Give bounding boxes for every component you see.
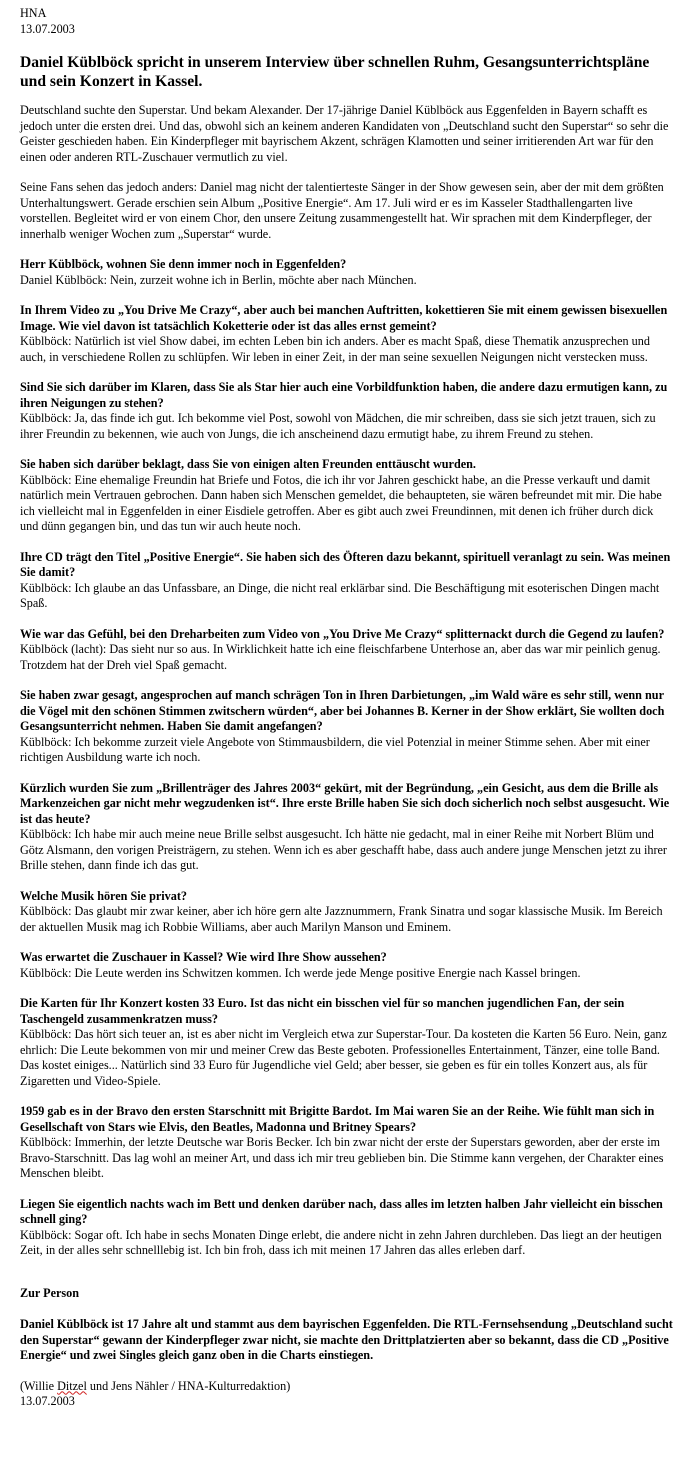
question: 1959 gab es in der Bravo den ersten Starschnitt mit Brigitte Bardot. Im Mai waren Sie an der Reihe. Wie fühlt man sich in Gesellschaft von Stars wie Elvis, den Beatles, Madonna und Britney Spears? [20, 1104, 655, 1134]
question: Sie haben zwar gesagt, angesprochen auf manch schrägen Ton in Ihren Darbietungen, „im Wald wäre es sehr still, wenn nur die Vögel mit den schönen Stimmen zwitschern würden“, aber bei Johannes B. Kerner in der Show erklärt, Sie wollten doch Gesangsunterricht nehmen. Haben Sie damit angefangen? [20, 688, 665, 733]
intro-paragraph: Deutschland suchte den Superstar. Und bekam Alexander. Der 17-jährige Daniel Küblböck aus Eggenfelden in Bayern schafft es jedoch unter die ersten drei. Und das, obwohl sich an keinem anderen Kandidaten von „Deutschland sucht den Superstar“ so sehr die Geister geschieden haben. Ein Kinderpfleger mit bayrischem Akzent, schrägen Klamotten und seiner irritierenden Art war für den einen oder anderen RTL-Zuschauer vermutlich zu viel. [20, 103, 669, 164]
qa-block [20, 1104, 674, 1182]
qa-block [20, 1197, 674, 1259]
question: Herr Küblböck, wohnen Sie denn immer noch in Eggenfelden? [20, 257, 347, 271]
answer: Küblböck: Ich habe mir auch meine neue Brille selbst ausgesucht. Ich hätte nie gedacht, mal in einer Reihe mit Norbert Blüm und Götz Alsmann, den vorigen Preisträgern, zu stehen. Wenn ich es aber geschafft habe, dass auch andere junge Menschen jetzt zu ihrer Brille stehen, dann finde ich das gut. [20, 827, 667, 872]
article-page [20, 6, 674, 1410]
question: In Ihrem Video zu „You Drive Me Crazy“, aber auch bei manchen Auftritten, kokettieren Sie mit einem gewissen bisexuellen Image. Wie viel davon ist tatsächlich Koketterie oder ist das alles ernst gemeint? [20, 303, 668, 333]
interview [20, 257, 674, 1259]
question: Was erwartet die Zuschauer in Kassel? Wie wird Ihre Show aussehen? [20, 950, 387, 964]
qa-block [20, 457, 674, 535]
question: Sie haben sich darüber beklagt, dass Sie von einigen alten Freunden enttäuscht wurden. [20, 457, 476, 471]
qa-block [20, 627, 674, 674]
footer-date: 13.07.2003 [20, 1394, 75, 1408]
qa-block [20, 781, 674, 874]
author-credit [20, 1379, 674, 1395]
author-name-misspelled: Ditzel [57, 1378, 87, 1393]
answer: Küblböck: Ja, das finde ich gut. Ich bekomme viel Post, sowohl von Mädchen, die mir schreiben, dass sie sich jetzt trauen, sich zu ihrer Freundin zu bekennen, wie auch von Jungs, die ich anscheinend dazu ermutigt habe, zu ihrem Freund zu stehen. [20, 411, 656, 441]
answer: Küblböck: Immerhin, der letzte Deutsche war Boris Becker. Ich bin zwar nicht der erste der Superstars geworden, aber der erste im Bravo-Starschnitt. Das lag wohl an meiner Art, und dass ich mir treu geblieben bin. Die Stimme kann vergehen, der Charakter eines Menschen bleibt. [20, 1135, 664, 1180]
answer: Küblböck: Sogar oft. Ich habe in sechs Monaten Dinge erlebt, die andere nicht in zehn Jahren durchleben. Das liegt an der heutigen Zeit, in der alles sehr schnelllebig ist. Ich bin froh, dass ich mit meinen 17 Jahren das alles erleben darf. [20, 1227, 662, 1257]
question: Ihre CD trägt den Titel „Positive Energie“. Sie haben sich des Öfteren dazu bekannt, spirituell veranlagt zu sein. Was meinen Sie damit? [20, 549, 671, 579]
question: Welche Musik hören Sie privat? [20, 888, 188, 903]
answer: Küblböck: Ich bekomme zurzeit viele Angebote von Stimmausbildern, die viel Potenzial in meiner Stimme sehen. Aber mit einer richtigen Ausbildung warte ich noch. [20, 734, 650, 764]
answer: Daniel Küblböck: Nein, zurzeit wohne ich in Berlin, möchte aber nach München. [20, 272, 417, 287]
answer: Küblböck: Das hört sich teuer an, ist es aber nicht im Vergleich etwa zur Superstar-Tour. Da kosteten die Karten 56 Euro. Nein, ganz ehrlich: Die Leute bekommen von mir und meiner Crew das Beste geboten. Professionelles Entertainment, Tänzer, eine tolle Band. Das kostet einiges... Natürlich sind 33 Euro für Jugendliche viel Geld; aber besser, sie geben es für ein tolles Konzert aus, als für Zigaretten und Video-Spiele. [20, 1027, 667, 1088]
source-label: HNA [20, 6, 47, 20]
headline: Daniel Küblböck spricht in unserem Interview über schnellen Ruhm, Gesangsunterrichtspläne und sein Konzert in Kassel. [20, 54, 650, 90]
qa-block [20, 889, 674, 936]
answer: Küblböck: Die Leute werden ins Schwitzen kommen. Ich werde jede Menge positive Energie nach Kassel bringen. [20, 965, 581, 980]
person-section-title: Zur Person [20, 1285, 80, 1300]
answer: Küblböck: Eine ehemalige Freundin hat Briefe und Fotos, die ich ihr vor Jahren geschickt habe, an die Presse verkauft und damit natürlich mein Vertrauen gebrochen. Dann haben sich Menschen gemeldet, die behaupteten, sie wären befreundet mit mir. Die habe ich vielleicht mal in Eggenfelden in einer Eisdiele getroffen. Aber es gibt auch zwei Freundinnen, mit denen ich früher durch dick und dünn gegangen bin, und das tun wir auch heute noch. [20, 472, 662, 533]
qa-block [20, 257, 674, 288]
qa-block [20, 303, 674, 365]
question: Kürzlich wurden Sie zum „Brillenträger des Jahres 2003“ gekürt, mit der Begründung, „ein Gesicht, aus dem die Brille als Markenzeichen gar nicht mehr wegzudenken ist“. Ihre erste Brille haben Sie sich doch sicherlich noch selbst ausgesucht. Wie ist das heute? [20, 780, 670, 826]
answer: Küblböck: Natürlich ist viel Show dabei, im echten Leben bin ich anders. Aber es macht Spaß, diese Thematik anzusprechen und auch, in verschiedene Rollen zu schlüpfen. Wir leben in einer Zeit, in der man seine sexuellen Neigungen nicht verstecken muss. [20, 334, 650, 364]
question: Wie war das Gefühl, bei den Dreharbeiten zum Video von „You Drive Me Crazy“ splitternackt durch die Gegend zu laufen? [20, 626, 665, 641]
qa-block [20, 950, 674, 981]
question: Liegen Sie eigentlich nachts wach im Bett und denken darüber nach, dass alles im letzten halben Jahr vielleicht ein bisschen schnell ging? [20, 1196, 663, 1226]
answer: Küblböck: Das glaubt mir zwar keiner, aber ich höre gern alte Jazznummern, Frank Sinatra und sogar klassische Musik. Im Bereich der aktuellen Musik mag ich Robbie Williams, aber auch Marilyn Manson und Eminem. [20, 904, 663, 934]
question: Die Karten für Ihr Konzert kosten 33 Euro. Ist das nicht ein bisschen viel für so manchen jugendlichen Fan, der sein Taschengeld zusammenkratzen muss? [20, 996, 625, 1026]
qa-block [20, 380, 674, 442]
credit-open: (Willie [20, 1378, 58, 1393]
person-bio: Daniel Küblböck ist 17 Jahre alt und stammt aus dem bayrischen Eggenfelden. Die RTL-Fernsehsendung „Deutschland sucht den Superstar“ gewann der Kinderpfleger zwar nicht, sie machte den Drittplatzierten aber so bekannt, dass die CD „Positive Energie“ und zwei Singles gleich ganz oben in die Charts einstiegen. [20, 1317, 673, 1362]
answer: Küblböck: Ich glaube an das Unfassbare, an Dinge, die nicht real erklärbar sind. Die Beschäftigung mit esoterischen Dingen macht Spaß. [20, 580, 660, 610]
qa-block [20, 688, 674, 766]
header-date: 13.07.2003 [20, 21, 75, 36]
qa-block [20, 996, 674, 1089]
intro-paragraph: Seine Fans sehen das jedoch anders: Daniel mag nicht der talentierteste Sänger in der Show gewesen sein, aber der mit dem größten Unterhaltungswert. Gerade erschien sein Album „Positive Energie“. Am 17. Juli wird er es im Kasseler Stadthallengarten live vorstellen. Begleitet wird er von einem Chor, den unsere Zeitung zusammengestellt hat. Wir sprachen mit dem Kinderpfleger, der innerhalb weniger Wochen zum „Superstar“ wurde. [20, 180, 664, 241]
question: Sind Sie sich darüber im Klaren, dass Sie als Star hier auch eine Vorbildfunktion haben, die andere dazu ermutigen kann, zu ihren Neigungen zu stehen? [20, 380, 668, 410]
answer: Küblböck (lacht): Das sieht nur so aus. In Wirklichkeit hatte ich eine fleischfarbene Unterhose an, aber das war mir peinlich genug. Trotzdem hat der Dreh viel Spaß gemacht. [20, 642, 661, 672]
qa-block [20, 550, 674, 612]
credit-close: und Jens Nähler / HNA-Kulturredaktion) [86, 1378, 291, 1393]
